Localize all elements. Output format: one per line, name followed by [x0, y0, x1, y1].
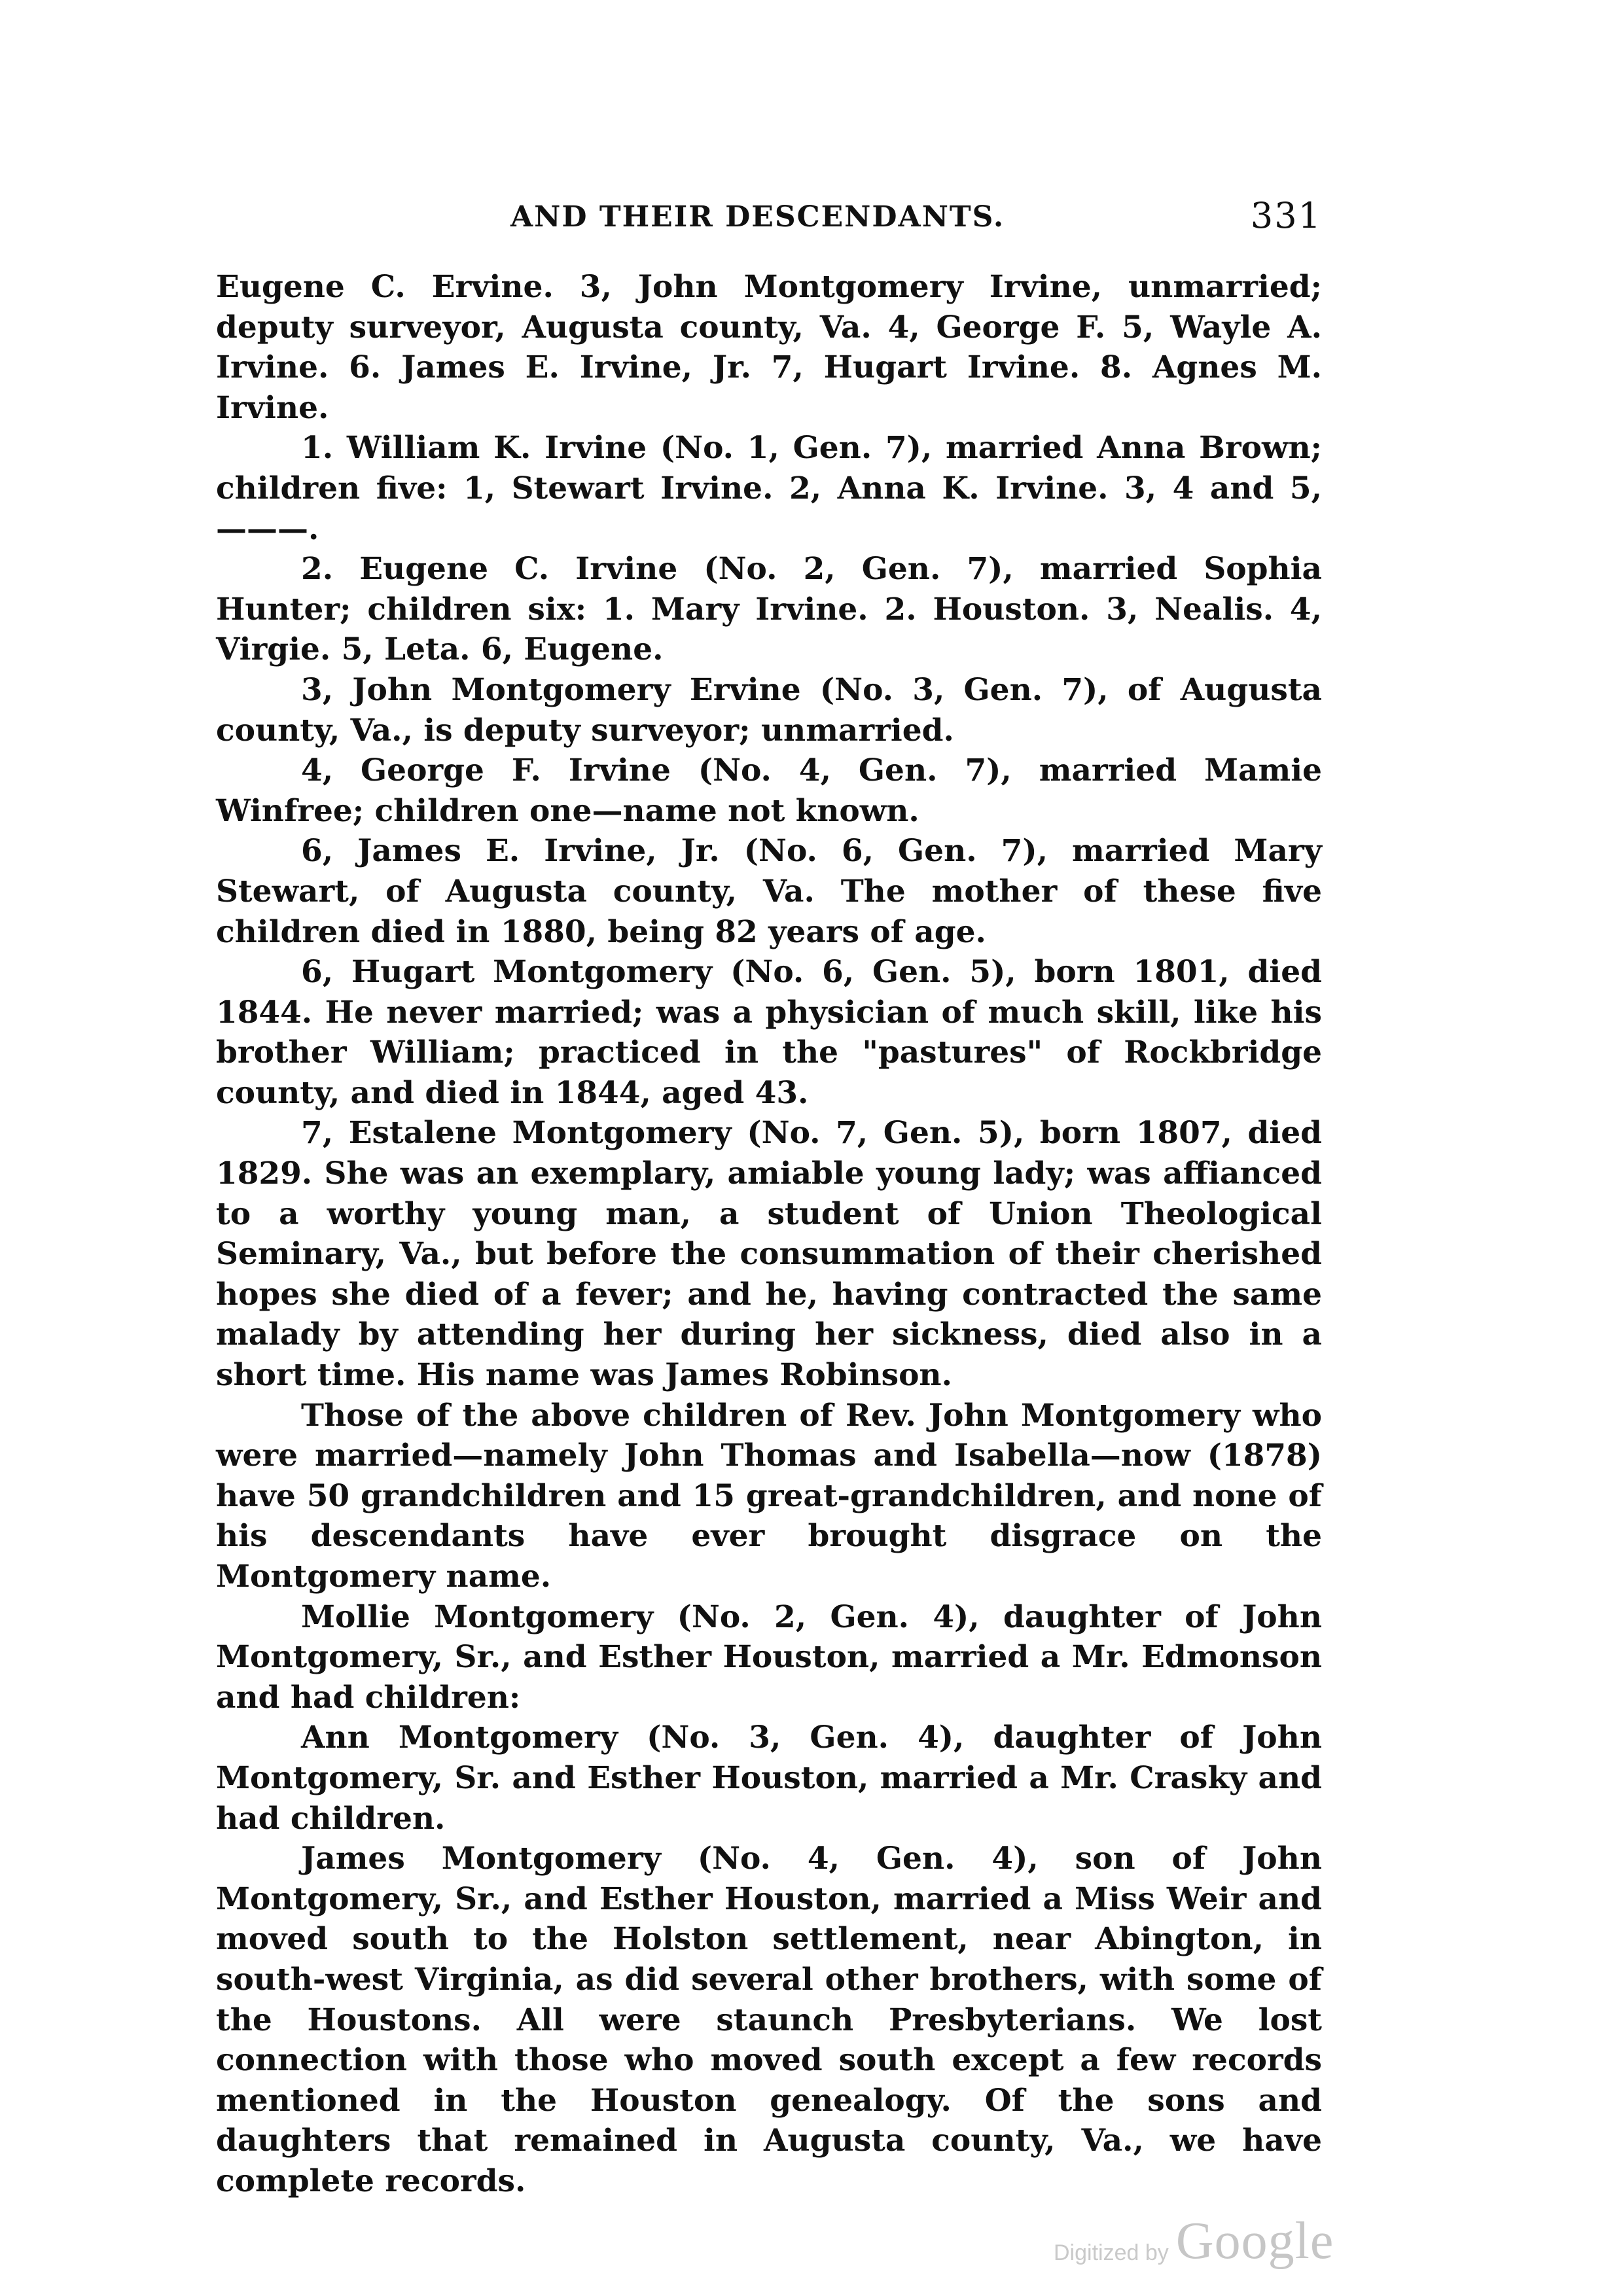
page-number: 331: [1250, 195, 1322, 236]
digitized-by-label: Digitized by: [1054, 2240, 1169, 2265]
digitized-watermark: [1054, 2212, 1394, 2270]
paragraph-ann-montgomery: Ann Montgomery (No. 3, Gen. 4), daughter of John Montgomery, Sr. and Esther Houston, married a Mr. Crasky and had children.: [216, 1720, 1322, 1837]
paragraph-george-f-irvine: 4, George F. Irvine (No. 4, Gen. 7), married Mamie Winfree; children one—name not known.: [216, 752, 1322, 829]
paragraph-mollie-montgomery: Mollie Montgomery (No. 2, Gen. 4), daughter of John Montgomery, Sr., and Esther Houston, married a Mr. Edmonson and had children:: [216, 1598, 1322, 1716]
paragraph-estalene-montgomery: 7, Estalene Montgomery (No. 7, Gen. 5), born 1807, died 1829. She was an exemplary, amiable young lady; was affianced to a worthy young man, a student of Union Theological Seminary, Va., but before the consummation of their cherished hopes she died of a fever; and he, having contracted the same malady by attending her during her sickness, died also in a short time. His name was James Robinson.: [216, 1115, 1322, 1394]
paragraph-eugene-continuation: Eugene C. Ervine. 3, John Montgomery Irvine, unmarried; deputy surveyor, Augusta county, Va. 4, George F. 5, Wayle A. Irvine. 6. James E. Irvine, Jr. 7, Hugart Irvine. 8. Agnes M. Irvine.: [216, 269, 1322, 426]
google-logo: Google: [1175, 2212, 1334, 2270]
paragraph-james-montgomery: James Montgomery (No. 4, Gen. 4), son of John Montgomery, Sr., and Esther Houston, married a Miss Weir and moved south to the Holston settlement, near Abington, in south-west Virginia, as did several other brothers, with some of the Houstons. All were staunch Presbyterians. We lost connection with those who moved south except a few records mentioned in the Houston genealogy. Of the sons and daughters that remained in Augusta county, Va., we have complete records.: [216, 1841, 1322, 2199]
body-text: [216, 267, 1322, 2202]
paragraph-john-montgomery-ervine: 3, John Montgomery Ervine (No. 3, Gen. 7), of Augusta county, Va., is deputy surveyor; unmarried.: [216, 671, 1322, 749]
running-head: AND THEIR DESCENDANTS.: [510, 200, 1005, 234]
paragraph-hugart-montgomery: 6, Hugart Montgomery (No. 6, Gen. 5), born 1801, died 1844. He never married; was a physician of much skill, like his brother William; practiced in the "pastures" of Rockbridge county, and died in 1844, aged 43.: [216, 954, 1322, 1111]
paragraph-rev-john-children: Those of the above children of Rev. John Montgomery who were married—namely John Thomas and Isabella—now (1878) have 50 grandchildren and 15 great-grandchildren, and none of his descendants have ever brought disgrace on the Montgomery name.: [216, 1397, 1322, 1595]
paragraph-william-k-irvine: 1. William K. Irvine (No. 1, Gen. 7), married Anna Brown; children five: 1, Stewart Irvine. 2, Anna K. Irvine. 3, 4 and 5, ———.: [216, 430, 1322, 547]
paragraph-eugene-c-irvine: 2. Eugene C. Irvine (No. 2, Gen. 7), married Sophia Hunter; children six: 1. Mary Irvine. 2. Houston. 3, Nealis. 4, Virgie. 5, Leta. 6, Eugene.: [216, 551, 1322, 668]
paragraph-james-e-irvine: 6, James E. Irvine, Jr. (No. 6, Gen. 7), married Mary Stewart, of Augusta county, Va. The mother of these five children died in 1880, being 82 years of age.: [216, 833, 1322, 950]
page-header: [216, 195, 1322, 247]
